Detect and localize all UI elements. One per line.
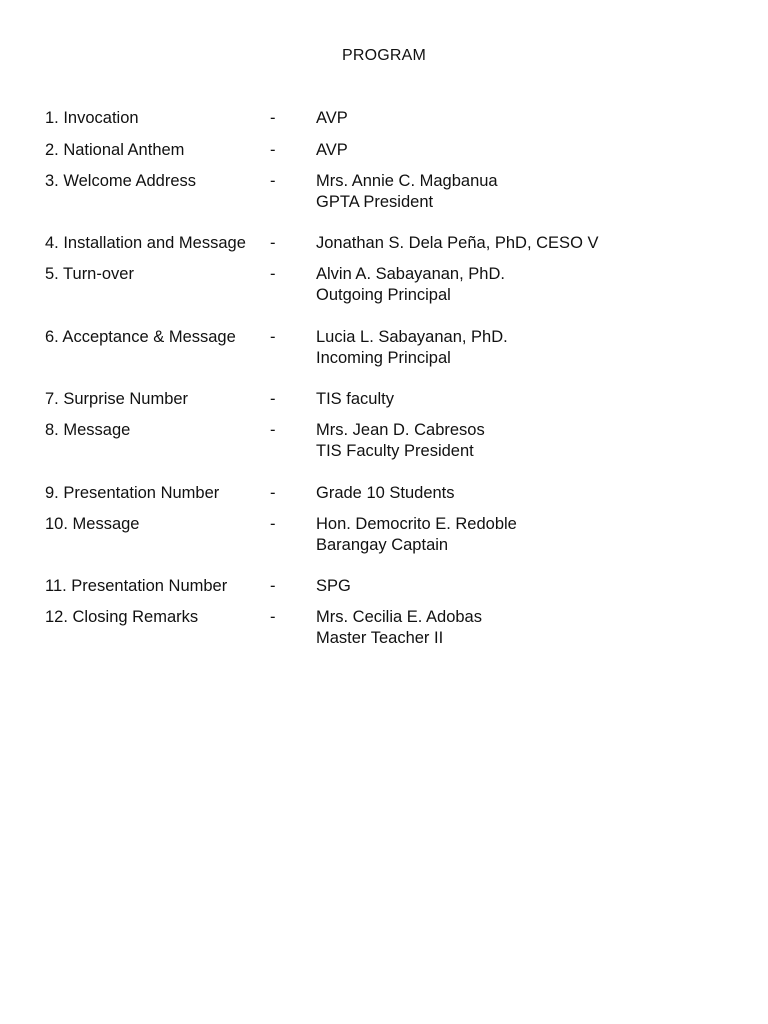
presenter-name: Hon. Democrito E. Redoble [316,515,517,533]
presenter-name: Mrs. Jean D. Cabresos [316,421,485,439]
program-item-dash: - [270,328,276,346]
program-item-label: 6. Acceptance & Message [45,328,236,346]
program-item-dash: - [270,234,276,252]
program-item [45,171,735,211]
program-item-dash: - [270,265,276,283]
program-item [45,264,735,304]
program-item-presenter [316,171,498,213]
program-item-dash: - [270,172,276,190]
program-item-label: 7. Surprise Number [45,390,189,408]
program-title [0,47,768,65]
program-item-label: 5. Turn-over [45,265,134,283]
program-item [45,140,735,161]
program-item [45,233,735,254]
presenter-name: SPG [316,577,351,595]
program-item-dash: - [270,608,276,626]
presenter-role: Outgoing Principal [316,286,451,304]
presenter-role: TIS Faculty President [316,442,474,460]
presenter-name: Jonathan S. Dela Peña, PhD, CESO V [316,234,599,252]
presenter-name: TIS faculty [316,390,394,408]
program-item [45,389,735,410]
program-item-dash: - [270,141,276,159]
presenter-role: Master Teacher II [316,629,444,647]
program-item-presenter [316,327,508,369]
program-item-presenter [316,514,517,556]
program-item-presenter [316,233,599,254]
presenter-role: GPTA President [316,193,434,211]
program-item-label: 8. Message [45,421,131,439]
presenter-name: Alvin A. Sabayanan, PhD. [316,265,505,283]
program-item-dash: - [270,390,276,408]
presenter-name: Lucia L. Sabayanan, PhD. [316,328,508,346]
presenter-role: Incoming Principal [316,349,451,367]
presenter-name: Mrs. Cecilia E. Adobas [316,608,482,626]
program-item-presenter [316,389,394,410]
program-item-label: 2. National Anthem [45,141,185,159]
program-item-label: 9. Presentation Number [45,484,220,502]
program-item-presenter [316,607,482,649]
program-item-presenter [316,420,485,462]
presenter-name: Mrs. Annie C. Magbanua [316,172,498,190]
program-item-dash: - [270,484,276,502]
program-title-text: PROGRAM [341,47,427,64]
program-item-label: 1. Invocation [45,109,139,127]
program-item [45,420,735,460]
program-item-presenter [316,264,505,306]
program-item [45,483,735,504]
program-item-label: 10. Message [45,515,140,533]
program-item-presenter [316,576,351,597]
program-item-dash: - [270,421,276,439]
program-item [45,576,735,597]
program-item-dash: - [270,109,276,127]
program-item-dash: - [270,515,276,533]
program-item-label: 3. Welcome Address [45,172,197,190]
program-item [45,327,735,367]
program-item [45,108,735,129]
presenter-name: AVP [316,141,348,159]
program-item-dash: - [270,577,276,595]
program-item-label: 4. Installation and Message [45,234,246,252]
presenter-role: Barangay Captain [316,536,449,554]
program-item-label: 11. Presentation Number [45,577,228,595]
program-item [45,514,735,554]
program-item-presenter [316,140,348,161]
program-item-presenter [316,483,455,504]
presenter-name: AVP [316,109,348,127]
presenter-name: Grade 10 Students [316,484,455,502]
program-item [45,607,735,647]
program-item-presenter [316,108,348,129]
program-item-label: 12. Closing Remarks [45,608,199,626]
